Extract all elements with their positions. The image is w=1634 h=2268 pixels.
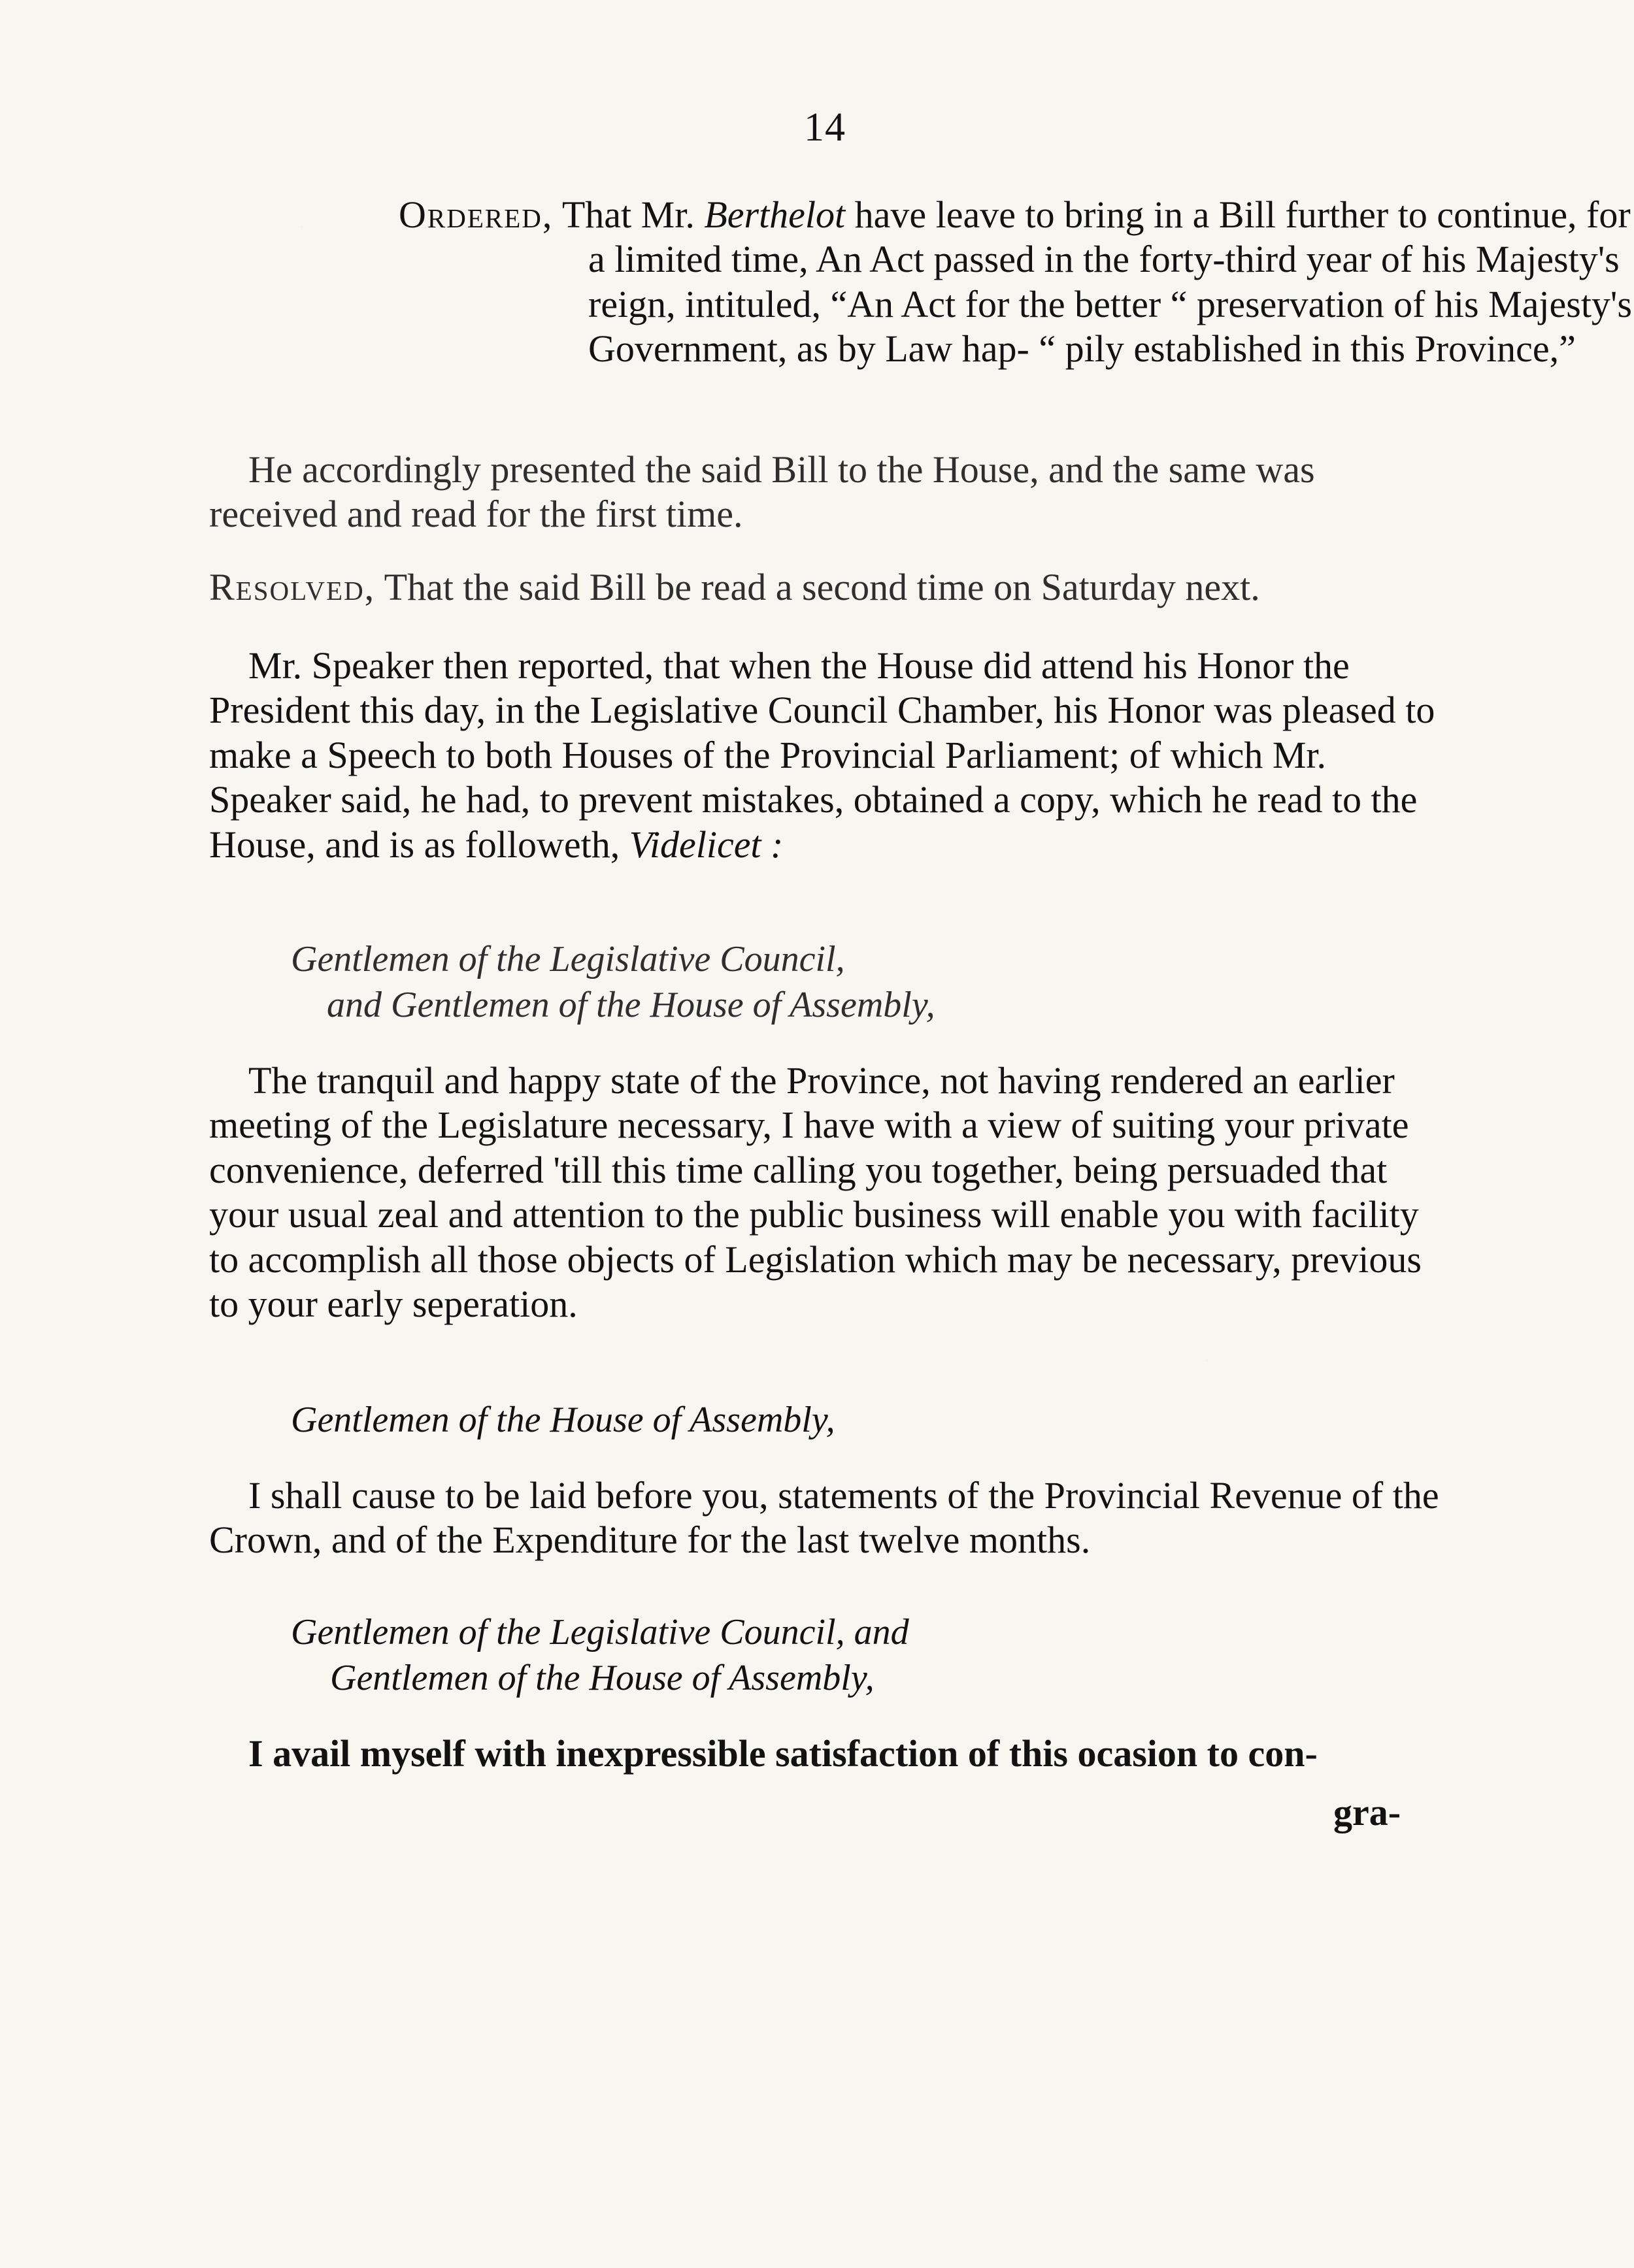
resolved-text: That the said Bill be read a second time on Saturday next. xyxy=(375,566,1260,608)
catchword: gra- xyxy=(1333,1791,1401,1833)
resolved-paragraph xyxy=(209,565,1444,610)
page-number: 14 xyxy=(804,105,846,150)
address-heading-2: Gentlemen of the House of Assembly, xyxy=(291,1400,835,1440)
member-name: Berthelot xyxy=(704,193,846,236)
address-heading-3-line1: Gentlemen of the Legislative Council, and xyxy=(291,1612,909,1652)
speech-paragraph-2: I shall cause to be laid before you, statements of the Provincial Revenue of the Crown, and of the Expenditure for the last twelve months. xyxy=(209,1474,1439,1562)
speech-paragraph-1: The tranquil and happy state of the Province, not having rendered an earlier meeting of the Legislature necessary, I have with a view of suiting your private convenience, deferred 'till this time calling you together, being persuaded that your usual zeal and attention to the public business will enable you with facility to accomplish all those objects of Legislation which may be necessary, previous to your early seperation. xyxy=(209,1059,1422,1326)
resolved-lead: Resolved, xyxy=(209,566,376,608)
order-paragraph xyxy=(399,193,1634,372)
presented-paragraph: He accordingly presented the said Bill to the House, and the same was received and read for the first time. xyxy=(209,448,1315,536)
speech-paragraph-3: I avail myself with inexpressible satisfaction of this ocasion to con- xyxy=(248,1732,1318,1775)
ordered-text: That Mr. xyxy=(553,193,705,236)
address-heading-1-line1: Gentlemen of the Legislative Council, xyxy=(291,939,845,979)
ordered-rest: have leave to bring in a Bill further to continue, for a limited time, An Act passed in the forty-third year of his Majesty's reign, intituled, “An Act for the better “ preservation of his Majesty's Government, as by Law hap- “ pily established in this Province,” xyxy=(588,193,1632,370)
address-heading-1-line2: and Gentlemen of the House of Assembly, xyxy=(327,985,935,1025)
speaker-report-text: Mr. Speaker then reported, that when the House did attend his Honor the President this day, in the Legislative Council Chamber, his Honor was pleased to make a Speech to both Houses of the Provincial Parliament; of which Mr. Speaker said, he had, to prevent mistakes, obtained a copy, which he read to the House, and is as followeth, xyxy=(209,644,1435,866)
videlicet: Videlicet : xyxy=(629,823,784,866)
address-heading-3-line2: Gentlemen of the House of Assembly, xyxy=(330,1658,875,1698)
ordered-lead: Ordered, xyxy=(399,193,554,236)
speaker-report-paragraph xyxy=(209,644,1444,867)
